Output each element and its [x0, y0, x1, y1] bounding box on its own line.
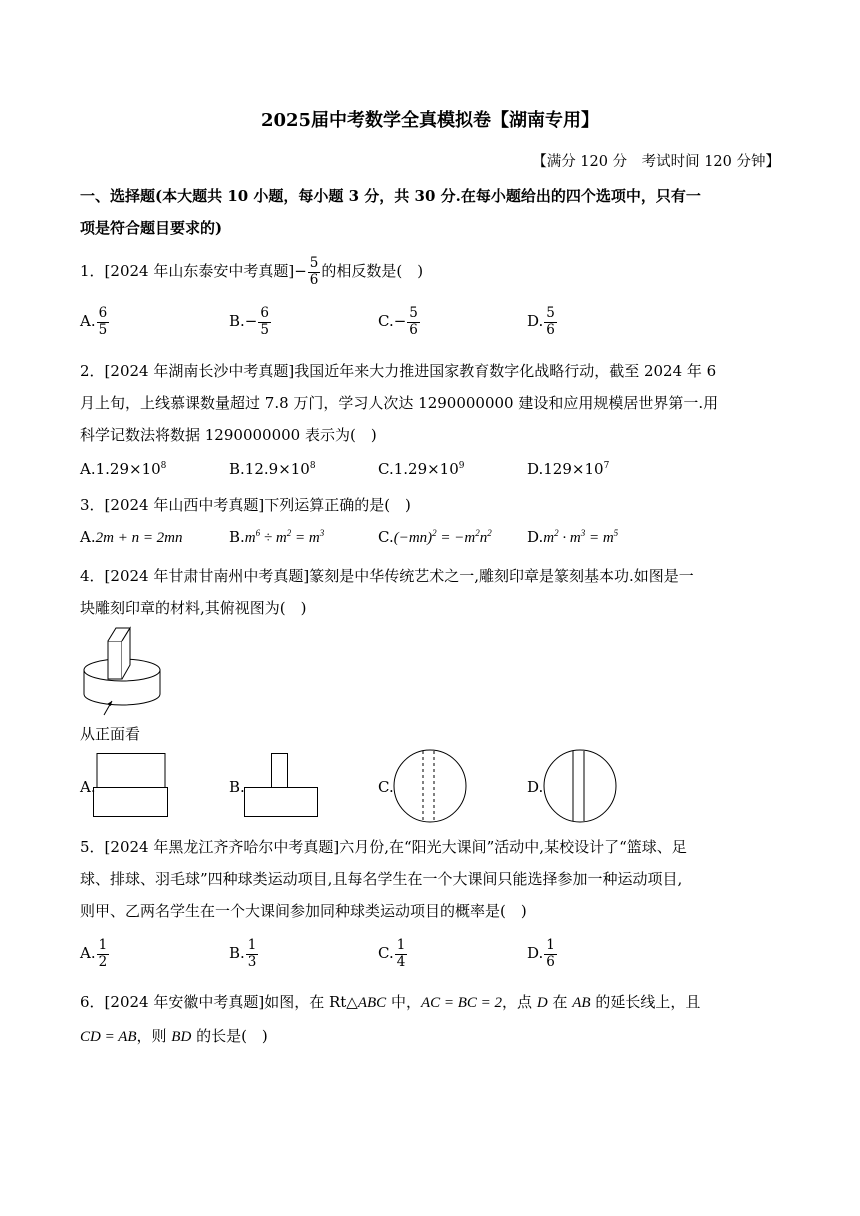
option-den: 6 — [546, 953, 555, 970]
option-exp: 8 — [309, 461, 316, 471]
q5-option-a[interactable] — [80, 938, 110, 970]
question-1 — [80, 256, 423, 288]
q1-option-a[interactable] — [80, 306, 110, 338]
q6-text: ，点 — [502, 993, 537, 1011]
option-label: B. — [229, 312, 245, 331]
question-5-line3: 则甲、乙两名学生在一个大课间参加同种球类运动项目的概率是( ) — [80, 902, 527, 920]
option-den: 3 — [247, 953, 257, 970]
q1-fraction — [308, 256, 321, 288]
option-fraction — [407, 306, 420, 338]
q6-condition: CD = AB — [80, 1029, 137, 1045]
exam-info: 【满分 120 分 考试时间 120 分钟】 — [532, 154, 780, 170]
option-fraction — [544, 306, 557, 338]
q1-prefix: 1．[2024 年山东泰安中考真题] — [80, 262, 295, 281]
question-6-line2 — [80, 1025, 268, 1046]
q4-option-a-label[interactable]: A. — [80, 778, 96, 796]
option-sign: − — [393, 312, 407, 331]
option-expr: $m^2 \cdot m^3 = m^5$ — [543, 528, 619, 546]
q4-option-a-figure — [93, 753, 169, 817]
option-label: A. — [80, 528, 96, 546]
option-label: B. — [229, 944, 245, 963]
q6-text: ，则 — [136, 1027, 172, 1045]
q6-text: 的延长线上，且 — [590, 993, 701, 1011]
option-fraction — [544, 938, 557, 970]
option-den: 6 — [546, 321, 555, 338]
q2-option-d[interactable] — [527, 460, 609, 478]
option-base: 129×10 — [543, 460, 604, 478]
option-exp: 8 — [160, 461, 167, 471]
option-sign: − — [244, 312, 258, 331]
option-base: 1.29×10 — [393, 460, 459, 478]
q3-option-c[interactable] — [378, 528, 492, 547]
option-num: 5 — [409, 305, 418, 321]
q3-option-a[interactable] — [80, 528, 183, 547]
option-fraction — [395, 938, 408, 970]
option-fraction — [258, 306, 271, 338]
q6-text: 的长是( ) — [191, 1027, 268, 1045]
option-expr: $m^6 \div m^2 = m^3$ — [244, 528, 325, 546]
option-den: 2 — [98, 953, 108, 970]
question-2-line1: 2．[2024 年湖南长沙中考真题]我国近年来大力推进国家教育数字化战略行动，截至 2024 年 6 — [80, 362, 717, 380]
option-label: D. — [527, 528, 544, 546]
question-2-line3: 科学记数法将数据 1290000000 表示为( ) — [80, 426, 377, 444]
seal-figure — [80, 625, 170, 720]
q2-option-c[interactable] — [378, 460, 465, 478]
question-4-line1: 4．[2024 年甘肃甘南州中考真题]篆刻是中华传统艺术之一,雕刻印章是篆刻基本功.如图是一 — [80, 567, 694, 585]
option-label: B. — [229, 528, 245, 546]
option-label: D. — [527, 460, 544, 478]
option-num: 1 — [396, 937, 406, 953]
q4-option-c-label[interactable]: C. — [378, 778, 394, 796]
option-expr: 2m + n = 2mn — [95, 530, 183, 546]
q2-option-b[interactable] — [229, 460, 316, 478]
option-num: 6 — [98, 305, 108, 321]
question-3: 3．[2024 年山西中考真题]下列运算正确的是( ) — [80, 496, 411, 514]
section-heading-line2: 项是符合题目要求的) — [80, 219, 223, 237]
q5-option-c[interactable] — [378, 938, 408, 970]
option-den: 6 — [409, 321, 418, 338]
option-num: 6 — [260, 305, 269, 321]
question-4-line2: 块雕刻印章的材料,其俯视图为( ) — [80, 599, 307, 617]
option-exp: 9 — [458, 461, 465, 471]
q1-suffix: 的相反数是( ) — [321, 262, 424, 281]
option-num: 1 — [247, 937, 257, 953]
q6-segment: AB — [572, 995, 591, 1011]
option-label: C. — [378, 944, 394, 963]
q1-option-d[interactable] — [527, 306, 558, 338]
q1-option-b[interactable] — [229, 306, 272, 338]
option-label: A. — [80, 460, 96, 478]
q4-option-d-label[interactable]: D. — [527, 778, 544, 796]
option-expr: $(-mn)^2 = -m^2n^2$ — [393, 528, 492, 546]
q3-option-b[interactable] — [229, 528, 324, 547]
option-label: B. — [229, 460, 245, 478]
q4-option-b-label[interactable]: B. — [229, 778, 245, 796]
option-den: 5 — [98, 321, 108, 338]
option-fraction — [97, 938, 110, 970]
q1-minus: − — [294, 262, 307, 281]
option-label: C. — [378, 312, 394, 331]
q6-text: 中， — [386, 993, 421, 1011]
q6-prefix: 6．[2024 年安徽中考真题]如图，在 Rt△ — [80, 993, 358, 1011]
option-base: 1.29×10 — [95, 460, 161, 478]
section-heading-line1: 一、选择题(本大题共 10 小题，每小题 3 分，共 30 分.在每小题给出的四个选项中，只有一 — [80, 187, 701, 205]
question-2-line2: 月上旬，上线慕课数量超过 7.8 万门，学习人次达 1290000000 建设和应用规模居世界第一.用 — [80, 394, 719, 412]
option-label: C. — [378, 528, 394, 546]
option-label: A. — [80, 312, 96, 331]
q6-triangle: ABC — [357, 995, 387, 1011]
q6-point: D — [536, 995, 548, 1011]
q4-option-b-figure — [244, 753, 320, 817]
question-6-line1 — [80, 991, 700, 1012]
q4-option-c-figure — [392, 748, 468, 824]
question-5-line2: 球、排球、羽毛球”四种球类运动项目,且每名学生在一个大课间只能选择参加一种运动项目, — [80, 870, 683, 888]
q3-option-d[interactable] — [527, 528, 618, 547]
option-den: 4 — [396, 953, 406, 970]
q1-option-c[interactable] — [378, 306, 421, 338]
option-label: D. — [527, 312, 544, 331]
option-den: 5 — [260, 321, 269, 338]
option-label: C. — [378, 460, 394, 478]
option-label: A. — [80, 944, 96, 963]
option-fraction — [246, 938, 259, 970]
option-num: 1 — [546, 937, 555, 953]
q5-option-d[interactable] — [527, 938, 558, 970]
q5-option-b[interactable] — [229, 938, 259, 970]
q6-text: 在 — [547, 993, 573, 1011]
q6-condition: AC = BC = 2 — [420, 995, 503, 1011]
q4-option-d-figure — [542, 748, 618, 824]
q1-num: 5 — [309, 255, 319, 271]
option-exp: 7 — [603, 461, 610, 471]
option-fraction — [97, 306, 110, 338]
option-num: 1 — [98, 937, 108, 953]
figure-caption: 从正面看 — [80, 725, 141, 743]
option-label: D. — [527, 944, 544, 963]
page-title: 2025届中考数学全真模拟卷【湖南专用】 — [260, 110, 600, 131]
option-base: 12.9×10 — [244, 460, 310, 478]
q1-den: 6 — [309, 271, 319, 288]
question-5-line1: 5．[2024 年黑龙江齐齐哈尔中考真题]六月份,在“阳光大课间”活动中,某校设计了“篮球、足 — [80, 838, 687, 856]
q6-segment: BD — [171, 1029, 192, 1045]
option-num: 5 — [546, 305, 555, 321]
q2-option-a[interactable] — [80, 460, 166, 478]
